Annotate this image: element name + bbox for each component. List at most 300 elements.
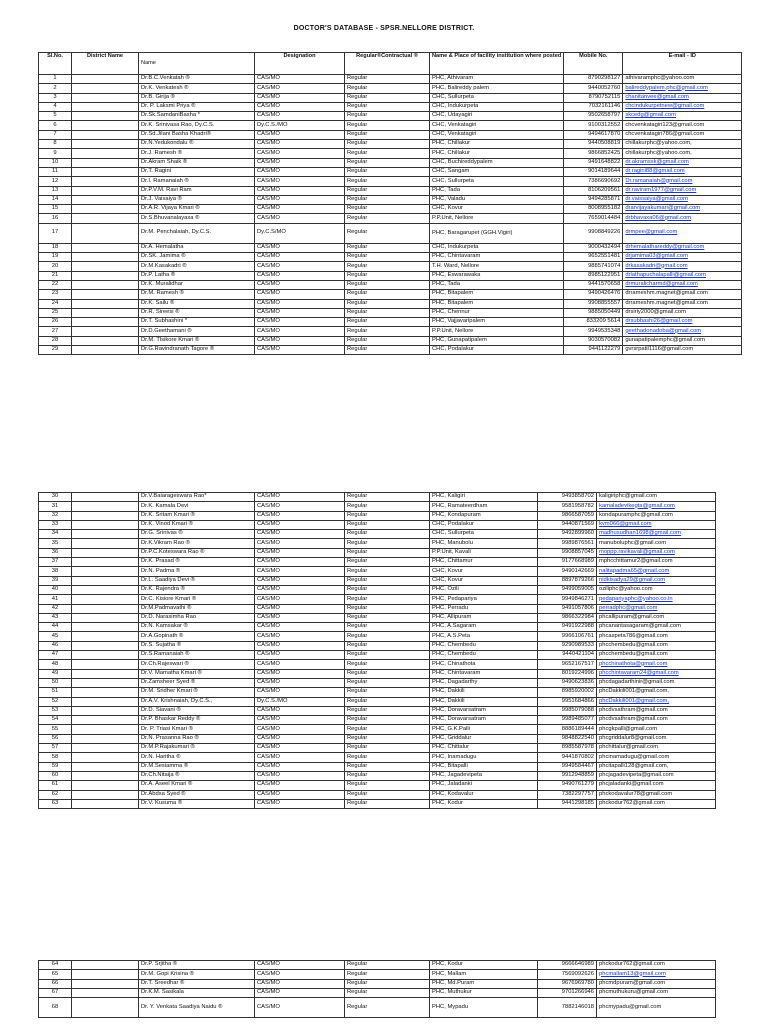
cell-mobile: 9493858702 [538, 493, 597, 502]
cell-district-name [72, 75, 139, 84]
cell-designation: CAS/MO [255, 493, 345, 502]
cell-district-name [72, 539, 139, 548]
email-link[interactable]: dr.vaissaiya@gmail.com [625, 196, 688, 203]
table-row [39, 716, 716, 725]
cell-regular: Regular [345, 167, 430, 176]
cell-email [623, 167, 742, 176]
table-row [39, 753, 716, 762]
cell-place: PHC, Vajjavaripalem [430, 318, 564, 327]
cell-regular: Regular [345, 186, 430, 195]
cell-email [597, 530, 716, 539]
table-row [39, 961, 716, 970]
cell-mobile: 9949535348 [564, 327, 623, 336]
cell-sl-no: 54 [39, 716, 72, 725]
email-link[interactable]: pedapariyaphc@yahoo.co.in [599, 595, 673, 602]
cell-sl-no: 39 [39, 576, 72, 585]
cell-district-name [72, 177, 139, 186]
email-link[interactable]: phcmallam13@gmail.com [599, 970, 666, 977]
cell-sl-no: 63 [39, 799, 72, 808]
cell-name: Dr.K. Kamala Devi [139, 502, 255, 511]
email-link[interactable]: drmuralicharmd@gmail.com [625, 281, 698, 288]
cell-email: phcinamadugu@gmail.com [597, 753, 716, 762]
cell-sl-no: 15 [39, 205, 72, 214]
email-link[interactable]: phcchinathota@gmail.com [599, 660, 668, 667]
cell-district-name [72, 186, 139, 195]
cell-sl-no: 68 [39, 998, 72, 1018]
cell-mobile: 9966106761 [538, 632, 597, 641]
cell-district-name [72, 790, 139, 799]
cell-place: T.H. Ward, Nellore [430, 262, 564, 271]
cell-designation: CAS/MO [255, 604, 345, 613]
table-header-row [39, 53, 742, 75]
cell-place: CHC, Indukurpeta [430, 243, 564, 252]
cell-regular: Regular [345, 613, 430, 622]
cell-designation: CAS/MO [255, 762, 345, 771]
cell-mobile: 9100312552 [564, 121, 623, 130]
email-link[interactable]: madhusudhan1698@gmail.com [599, 530, 681, 537]
table-row [39, 771, 716, 780]
cell-designation: CAS/MO [255, 688, 345, 697]
cell-sl-no: 48 [39, 660, 72, 669]
cell-designation: CAS/MO [255, 632, 345, 641]
table-row [39, 223, 742, 243]
cell-district-name [72, 688, 139, 697]
cell-place: PHC, Baragarupet (GGH.Vigiri) [430, 223, 564, 243]
table-row [39, 669, 716, 678]
cell-regular: Regular [345, 595, 430, 604]
cell-regular: Regular [345, 327, 430, 336]
cell-mobile: 9866852425 [564, 149, 623, 158]
cell-email: athivaramphc@yahoo.com [623, 75, 742, 84]
cell-district-name [72, 102, 139, 111]
cell-sl-no: 12 [39, 177, 72, 186]
cell-regular: Regular [345, 140, 430, 149]
cell-district-name [72, 243, 139, 252]
cell-name: Dr.B. Girija ® [139, 93, 255, 102]
cell-place: PHC, Eswarawaka [430, 271, 564, 280]
cell-mobile: 9491922988 [538, 623, 597, 632]
cell-place: PHC, Doravarsatram [430, 706, 538, 715]
cell-name: Dr.M. Penchalaiah, Dy.C.S. [139, 223, 255, 243]
cell-email: phcgriddalur8@gmail.com [597, 734, 716, 743]
cell-sl-no: 62 [39, 790, 72, 799]
cell-email [623, 84, 742, 93]
cell-regular: Regular [345, 112, 430, 121]
cell-mobile: 8886189444 [538, 725, 597, 734]
cell-sl-no: 29 [39, 346, 72, 355]
cell-email: phcdvsathram@gmail.com [597, 706, 716, 715]
cell-name: Dr.K. Venkatesh ® [139, 84, 255, 93]
email-link[interactable]: phcDakkili001@gmail.com, [599, 697, 669, 704]
cell-email [623, 271, 742, 280]
cell-place: PHC, Ramateerdham [430, 502, 538, 511]
cell-district-name [72, 781, 139, 790]
cell-regular: Regular [345, 781, 430, 790]
table-row [39, 299, 742, 308]
cell-place: PHC, Jagadevipeta [430, 771, 538, 780]
cell-name: Dr.N. Padma ® [139, 567, 255, 576]
cell-regular: Regular [345, 744, 430, 753]
cell-name: Dr.Ch.Rajeswari ® [139, 660, 255, 669]
table-row [39, 205, 742, 214]
cell-designation: CAS/MO [255, 520, 345, 529]
cell-designation: CAS/MO [255, 790, 345, 799]
cell-place: PHC, Dakkili [430, 688, 538, 697]
cell-sl-no: 30 [39, 493, 72, 502]
cell-email [597, 595, 716, 604]
cell-name: Dr.M. Tlsikore Kmari ® [139, 336, 255, 345]
cell-sl-no: 52 [39, 697, 72, 706]
cell-mobile: 9908857045 [538, 548, 597, 557]
cell-email [597, 548, 716, 557]
cell-place: PHC, Dagadarthy [430, 678, 538, 687]
cell-name: Dr.K. Vinod Kmari ® [139, 520, 255, 529]
table-row [39, 660, 716, 669]
cell-mobile: 9490426476 [564, 290, 623, 299]
cell-mobile: 8790752115 [564, 93, 623, 102]
cell-place: PHC, Chembedu [430, 651, 538, 660]
cell-place: PHC, Muthukur [430, 988, 538, 997]
cell-email: phckodavalur78@gmail.com [597, 790, 716, 799]
email-link[interactable]: drarvijayakumari@gmail.com [625, 205, 701, 212]
cell-name: Dr.A.Gopinath ® [139, 632, 255, 641]
cell-designation: CAS/MO [255, 130, 345, 139]
email-link[interactable]: drbhavaxa06@gmail.com [625, 214, 692, 221]
cell-regular: Regular [345, 75, 430, 84]
cell-place: CHC, Kovur [430, 576, 538, 585]
cell-name: Dr.S.Bhuvanalayaxa ® [139, 214, 255, 223]
cell-regular: Regular [345, 177, 430, 186]
cell-name: Dr.K. Muralidhar [139, 280, 255, 289]
cell-name: Dr.J. Ramesh ® [139, 149, 255, 158]
cell-designation: CAS/MO [255, 243, 345, 252]
cell-district-name [72, 112, 139, 121]
cell-district-name [72, 641, 139, 650]
cell-email: phcanantasagaram@gmail.com [597, 623, 716, 632]
cell-place: PHC, Bitapalem [430, 290, 564, 299]
cell-place: CHC, Udayagiri [430, 112, 564, 121]
table-row [39, 632, 716, 641]
cell-district-name [72, 697, 139, 706]
cell-district-name [72, 130, 139, 139]
table-row [39, 84, 742, 93]
cell-place: PHC, Chittalur [430, 744, 538, 753]
cell-place: CHC, Venkatagiri [430, 121, 564, 130]
email-link[interactable]: drlathapuchalapalli@gmail.com [625, 271, 706, 278]
table-row [39, 149, 742, 158]
cell-designation: CAS/MO [255, 595, 345, 604]
table-row [39, 290, 742, 299]
cell-district-name [72, 167, 139, 176]
table-body-3 [39, 961, 716, 1018]
email-link[interactable]: phcchintavaram24@gmail.com [599, 669, 679, 676]
cell-place: PHC, Pedapariya [430, 595, 538, 604]
cell-designation: CAS/MO [255, 336, 345, 345]
cell-place: CHC, Podalakur [430, 520, 538, 529]
cell-designation: CAS/MO [255, 623, 345, 632]
cell-district-name [72, 998, 139, 1018]
cell-place: PHC, A.Sagaram [430, 623, 538, 632]
cell-designation: CAS/MO [255, 140, 345, 149]
cell-place: PHC, Jaladanki [430, 781, 538, 790]
cell-sl-no: 6 [39, 121, 72, 130]
cell-name: Dr.SK. Jamima ® [139, 253, 255, 262]
cell-sl-no: 16 [39, 214, 72, 223]
cell-regular: Regular [345, 502, 430, 511]
cell-sl-no: 43 [39, 613, 72, 622]
cell-name: Dr.P. Bhaskar Reddy ® [139, 716, 255, 725]
email-link[interactable]: drsubbashi26@gmail.com [625, 318, 693, 325]
email-link[interactable]: kamaladevikegta@gmail.com [599, 502, 675, 509]
cell-regular: Regular [345, 336, 430, 345]
email-link[interactable]: perradphc@gmail.com [599, 604, 658, 611]
cell-email: chcvenkatagiri786@gmail.com [623, 130, 742, 139]
cell-regular: Regular [345, 716, 430, 725]
table-row [39, 493, 716, 502]
cell-designation: CAS/MO [255, 346, 345, 355]
cell-name: Dr.P.C.Koteswara Rao ® [139, 548, 255, 557]
table-row [39, 167, 742, 176]
cell-mobile: 8790298127 [564, 75, 623, 84]
email-link[interactable]: drkasakadri@gmail.com [625, 262, 688, 269]
cell-email: phcmuthukuru@gmail.com [597, 988, 716, 997]
header-designation: Designation [255, 53, 345, 75]
cell-name: Dr.T. Ragini [139, 167, 255, 176]
cell-email [623, 280, 742, 289]
email-link[interactable]: chcindukurpetnew@gmail.com [625, 103, 705, 110]
cell-place: PHC, Bitapalli [430, 762, 538, 771]
cell-designation: CAS/MO [255, 112, 345, 121]
cell-name: Dr.T. Subhashini * [139, 318, 255, 327]
cell-designation: CAS/MO [255, 548, 345, 557]
cell-sl-no: 3 [39, 93, 72, 102]
cell-regular: Regular [345, 214, 430, 223]
cell-regular: Regular [345, 688, 430, 697]
cell-sl-no: 33 [39, 520, 72, 529]
cell-name: Dr.D. Siavani ® [139, 706, 255, 715]
cell-regular: Regular [345, 988, 430, 997]
email-link[interactable]: nidkisadya29@gmail.com [599, 576, 666, 583]
table-row [39, 762, 716, 771]
email-link[interactable]: kvm066@gmail.com [599, 521, 652, 528]
cell-regular: Regular [345, 706, 430, 715]
table-row [39, 725, 716, 734]
table-row [39, 177, 742, 186]
cell-place: CHC, Kovur [430, 205, 564, 214]
cell-sl-no: 11 [39, 167, 72, 176]
cell-name: Dr.A. Hemalatha [139, 243, 255, 252]
cell-district-name [72, 595, 139, 604]
cell-designation: CAS/MO [255, 177, 345, 186]
cell-designation: CAS/MO [255, 327, 345, 336]
cell-email [597, 697, 716, 706]
cell-name: Dr.D.Geethamani ® [139, 327, 255, 336]
cell-email [623, 327, 742, 336]
cell-place: PHC, Valadu [430, 195, 564, 204]
cell-place: CHC, Sullurpeta [430, 530, 538, 539]
cell-sl-no: 60 [39, 771, 72, 780]
cell-district-name [72, 327, 139, 336]
cell-name: Dr.P. Srjitha ® [139, 961, 255, 970]
cell-regular: Regular [345, 623, 430, 632]
email-link[interactable]: nalitapadma65@gmail.com [599, 567, 670, 574]
cell-email [623, 158, 742, 167]
cell-name: Dr.R. Sireesi ® [139, 308, 255, 317]
cell-district-name [72, 262, 139, 271]
cell-regular: Regular [345, 678, 430, 687]
table-row [39, 539, 716, 548]
cell-name: Dr.M.Kasakadri ® [139, 262, 255, 271]
cell-district-name [72, 502, 139, 511]
email-link[interactable]: skcedg@gmail.com [625, 112, 676, 119]
cell-regular: Regular [345, 799, 430, 808]
cell-mobile: 9440052760 [564, 84, 623, 93]
cell-place: PHC, Mypadu [430, 998, 538, 1018]
cell-designation: CAS/MO [255, 271, 345, 280]
cell-regular: Regular [345, 970, 430, 979]
cell-sl-no: 40 [39, 585, 72, 594]
table-row [39, 790, 716, 799]
email-link[interactable]: chanitanvee@gmail.com [625, 93, 689, 100]
cell-place: CHC, Sullurpeta [430, 177, 564, 186]
email-link[interactable]: drhemalathareddy@gmail.com [625, 244, 705, 250]
cell-designation: CAS/MO [255, 530, 345, 539]
cell-sl-no: 58 [39, 753, 72, 762]
table-body-2 [39, 493, 716, 809]
cell-sl-no: 8 [39, 140, 72, 149]
cell-email: manuboluphc@gmail.com [597, 539, 716, 548]
cell-place: PHC, Chennur [430, 308, 564, 317]
cell-place: PHC, Kodur [430, 961, 538, 970]
cell-designation: CAS/MO [255, 961, 345, 970]
cell-district-name [72, 613, 139, 622]
cell-place: PHC, Perradu [430, 604, 538, 613]
header-sl-no: Sl.No. [39, 53, 72, 75]
cell-regular: Regular [345, 539, 430, 548]
cell-place: PHC, Bitapalem [430, 299, 564, 308]
cell-mobile: 8008955182 [564, 205, 623, 214]
email-link[interactable]: balireddypalem.phc@gmail.com [625, 84, 708, 91]
cell-place: PHC, Doravarsatram [430, 716, 538, 725]
email-link[interactable]: dr.akramssk@gmail.com [625, 158, 689, 165]
table-row [39, 140, 742, 149]
table-row [39, 262, 742, 271]
cell-mobile: 8985920002 [538, 688, 597, 697]
cell-email: drsiriy2000@gmail.com [623, 308, 742, 317]
cell-regular: Regular [345, 998, 430, 1018]
cell-place: CHC, Venkatagiri [430, 130, 564, 139]
cell-mobile: 9441870802 [538, 753, 597, 762]
table-row [39, 158, 742, 167]
cell-district-name [72, 84, 139, 93]
cell-mobile: 7659014484 [564, 214, 623, 223]
table-row [39, 567, 716, 576]
cell-regular: Regular [345, 790, 430, 799]
cell-email [597, 502, 716, 511]
cell-email: gvrsrpatil1116@gmail.com [623, 346, 742, 355]
cell-sl-no: 55 [39, 725, 72, 734]
email-link[interactable]: moppp.ravikavali@gmail.com [599, 549, 675, 556]
header-name-label: Name [141, 60, 156, 66]
cell-regular: Regular [345, 205, 430, 214]
cell-email [623, 112, 742, 121]
email-link[interactable]: drjamima03@gmail.com [625, 253, 688, 260]
cell-regular: Regular [345, 641, 430, 650]
cell-sl-no: 36 [39, 548, 72, 557]
cell-sl-no: 9 [39, 149, 72, 158]
cell-place: CHC, Indukurpeta [430, 102, 564, 111]
cell-name: Dr.M.Padmavathi ® [139, 604, 255, 613]
email-link[interactable]: dr.ragini88@gmail.com [625, 168, 685, 175]
cell-email [623, 262, 742, 271]
cell-mobile: 8985122951 [564, 271, 623, 280]
cell-mobile: 9701266946 [538, 988, 597, 997]
table-row [39, 613, 716, 622]
table-row [39, 585, 716, 594]
cell-sl-no: 26 [39, 318, 72, 327]
cell-designation: CAS/MO [255, 998, 345, 1018]
cell-mobile: 9177668989 [538, 558, 597, 567]
cell-name: Dr.B.C.Venkatah ® [139, 75, 255, 84]
email-link[interactable]: geethadonadoba@gmail.com [625, 327, 702, 334]
cell-name: Dr.N. Kamsakar ® [139, 623, 255, 632]
cell-mobile: 9494617870 [564, 130, 623, 139]
cell-sl-no: 7 [39, 130, 72, 139]
cell-name: Dr.V. Kusuma ® [139, 799, 255, 808]
cell-name: Dr.V. Mamatha Kmari ® [139, 669, 255, 678]
cell-designation: CAS/MO [255, 558, 345, 567]
cell-regular: Regular [345, 576, 430, 585]
cell-email: drrameshm.magnet@gmail.com [623, 290, 742, 299]
table-row [39, 253, 742, 262]
cell-name: Dr.M. Sridher Kmari ® [139, 688, 255, 697]
cell-mobile: 9491648822 [564, 158, 623, 167]
cell-email [623, 177, 742, 186]
cell-designation: CAS/MO [255, 262, 345, 271]
cell-district-name [72, 121, 139, 130]
cell-designation: CAS/MO [255, 613, 345, 622]
cell-name: Dr.K. Sailu ® [139, 299, 255, 308]
email-link[interactable]: Dr.ramanaiah@gmail.com [625, 177, 693, 184]
cell-place: PHC, Kodur [430, 799, 538, 808]
cell-designation: CAS/MO [255, 205, 345, 214]
cell-mobile: 9490623836 [538, 678, 597, 687]
doctor-table-part-1 [38, 52, 742, 355]
cell-regular: Regular [345, 271, 430, 280]
cell-regular: Regular [345, 280, 430, 289]
page-title: DOCTOR'S DATABASE - SPSR.NELLORE DISTRICT. [293, 25, 475, 32]
cell-email: oziliphc@yahoo.com [597, 585, 716, 594]
table-row [39, 641, 716, 650]
email-link[interactable]: dr.raviram1977@gmail.com [625, 186, 697, 193]
cell-place: PHC, Inamadugu [430, 753, 538, 762]
cell-designation: CAS/MO [255, 75, 345, 84]
table-row [39, 346, 742, 355]
cell-designation: CAS/MO [255, 799, 345, 808]
cell-name: Dr.J. Vaisaiya ® [139, 195, 255, 204]
cell-district-name [72, 799, 139, 808]
cell-sl-no: 2 [39, 84, 72, 93]
cell-mobile: 9989485077 [538, 716, 597, 725]
cell-regular: Regular [345, 262, 430, 271]
cell-designation: CAS/MO [255, 744, 345, 753]
cell-designation: CAS/MO [255, 979, 345, 988]
cell-district-name [72, 669, 139, 678]
header-regular-contractual: Regular®Contractual ® [345, 53, 430, 75]
cell-place: PHC, Kodavalur [430, 790, 538, 799]
email-link[interactable]: drmpee@gmail.com [625, 229, 678, 236]
cell-sl-no: 21 [39, 271, 72, 280]
